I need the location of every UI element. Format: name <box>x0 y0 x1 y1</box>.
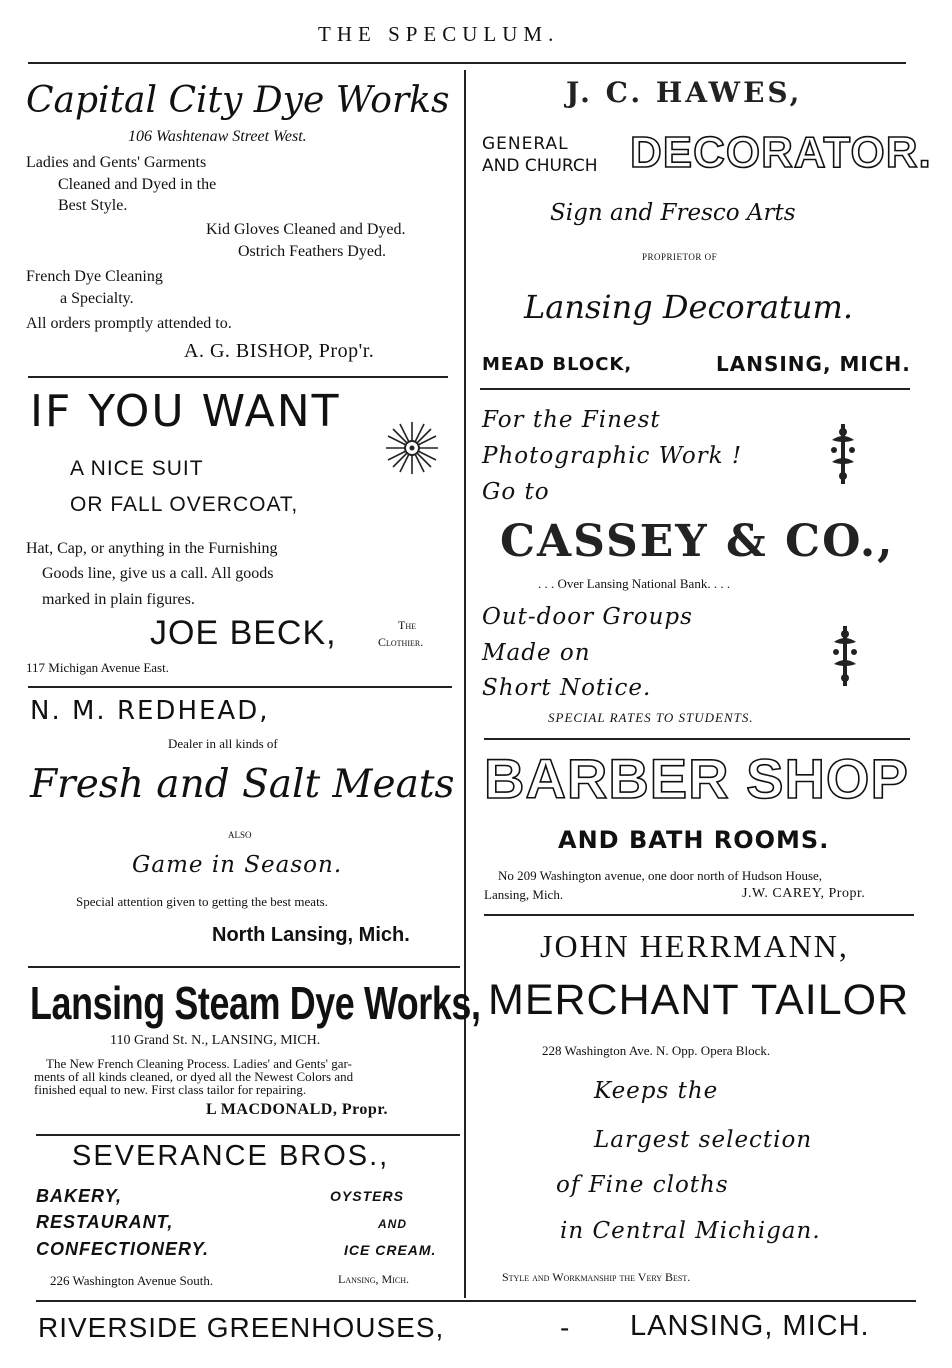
cassey-line-2: Photographic Work ! <box>482 443 743 469</box>
herrmann-title: MERCHANT TAILOR <box>488 976 910 1024</box>
page-title: THE SPECULUM. <box>318 22 560 46</box>
hawes-decoratum: Lansing Decoratum. <box>524 288 853 326</box>
cassey-line-3: Go to <box>482 479 550 505</box>
divider-left-2 <box>28 686 452 688</box>
severance-name: SEVERANCE BROS., <box>72 1140 390 1172</box>
capital-city-line-1: Ladies and Gents' Garments <box>26 154 207 171</box>
severance-city: Lansing, Mich. <box>338 1272 409 1286</box>
hawes-decorator: DECORATOR. <box>630 128 932 177</box>
severance-right-2: AND <box>378 1217 407 1231</box>
redhead-special: Special attention given to getting the best meats. <box>76 894 328 909</box>
divider-left-1 <box>28 376 448 378</box>
steam-dye-body-3: finished equal to new. First class tailor for repairing. <box>34 1082 307 1097</box>
footer-rule <box>36 1300 916 1302</box>
joe-beck-line-2: OR FALL OVERCOAT, <box>70 493 299 516</box>
capital-city-line-3: Best Style. <box>58 197 128 214</box>
severance-left-2: RESTAURANT, <box>36 1212 174 1232</box>
sunburst-ornament <box>384 420 440 476</box>
redhead-dealer: Dealer in all kinds of <box>168 736 278 751</box>
footer-city: LANSING, MICH. <box>630 1310 870 1342</box>
redhead-location: North Lansing, Mich. <box>212 924 410 946</box>
capital-city-line-5: Ostrich Feathers Dyed. <box>238 243 386 260</box>
barber-address: No 209 Washington avenue, one door north of Hudson House, <box>498 868 823 883</box>
barber-sub: AND BATH ROOMS. <box>558 826 830 854</box>
capital-city-line-6: French Dye Cleaning <box>26 268 163 285</box>
joe-beck-body-2: Goods line, give us a call. All goods <box>42 565 274 582</box>
hawes-block: MEAD BLOCK, <box>482 354 633 375</box>
joe-beck-name: JOE BECK, <box>150 614 337 652</box>
herrmann-line-1: Keeps the <box>594 1078 719 1104</box>
hawes-name: J. C. HAWES, <box>566 76 803 109</box>
cassey-line-5: Made on <box>482 640 591 666</box>
divider-left-4 <box>36 1134 460 1136</box>
cassey-rates: SPECIAL RATES TO STUDENTS. <box>548 710 754 725</box>
divider-right-2 <box>484 738 910 740</box>
severance-right-1: OYSTERS <box>330 1188 404 1204</box>
capital-city-line-8: All orders promptly attended to. <box>26 315 232 332</box>
redhead-also: ALSO <box>228 830 252 840</box>
herrmann-style: Style and Workmanship the Very Best. <box>502 1270 691 1284</box>
capital-city-address: 106 Washtenaw Street West. <box>128 128 307 145</box>
cassey-location: . . . Over Lansing National Bank. . . . <box>538 576 731 591</box>
footer-name: RIVERSIDE GREENHOUSES, <box>38 1312 445 1343</box>
steam-dye-name: Lansing Steam Dye Works, <box>30 977 481 1029</box>
hawes-church: AND CHURCH <box>482 156 598 176</box>
capital-city-line-2: Cleaned and Dyed in the <box>58 176 217 193</box>
joe-beck-address: 117 Michigan Avenue East. <box>26 660 169 675</box>
cassey-line-6: Short Notice. <box>482 675 652 701</box>
redhead-headline: Fresh and Salt Meats <box>30 762 455 807</box>
capital-city-proprietor: A. G. BISHOP, Prop'r. <box>184 340 375 362</box>
joe-beck-body-1: Hat, Cap, or anything in the Furnishing <box>26 540 278 557</box>
hawes-proprietor-of: PROPRIETOR OF <box>642 252 718 262</box>
divider-left-3 <box>28 966 460 968</box>
severance-left-1: BAKERY, <box>36 1186 123 1206</box>
redhead-game: Game in Season. <box>132 852 343 878</box>
herrmann-line-2: Largest selection <box>594 1127 813 1153</box>
herrmann-line-3: of Fine cloths <box>556 1172 729 1198</box>
capital-city-dye-works-name: Capital City Dye Works <box>26 80 450 121</box>
cassey-name: CASSEY & CO., <box>500 516 895 567</box>
joe-beck-line-1: A NICE SUIT <box>70 457 204 480</box>
fleuron-ornament <box>828 422 858 486</box>
herrmann-line-4: in Central Michigan. <box>560 1218 821 1244</box>
hawes-city: LANSING, MICH. <box>716 352 911 376</box>
top-rule <box>28 62 906 64</box>
footer-dash: - <box>560 1312 570 1343</box>
joe-beck-headline: IF YOU WANT <box>30 386 341 437</box>
barber-city: Lansing, Mich. <box>484 887 564 902</box>
hawes-arts: Sign and Fresco Arts <box>550 200 796 226</box>
capital-city-line-4: Kid Gloves Cleaned and Dyed. <box>206 221 406 238</box>
barber-headline: BARBER SHOP <box>484 747 909 810</box>
redhead-name: N. M. REDHEAD, <box>30 696 270 726</box>
severance-right-3: ICE CREAM. <box>344 1242 437 1258</box>
barber-proprietor: J.W. CAREY, Propr. <box>742 886 866 901</box>
joe-beck-title-2: Clothier. <box>378 635 424 649</box>
divider-right-1 <box>480 388 910 390</box>
steam-dye-proprietor: L MACDONALD, Propr. <box>206 1101 388 1118</box>
herrmann-name: JOHN HERRMANN, <box>540 928 849 964</box>
severance-left-3: CONFECTIONERY. <box>36 1239 210 1259</box>
cassey-line-1: For the Finest <box>482 407 661 433</box>
cassey-line-4: Out-door Groups <box>482 604 693 630</box>
severance-address: 226 Washington Avenue South. <box>50 1273 214 1288</box>
steam-dye-body-1: The New French Cleaning Process. Ladies' and Gents' gar- <box>46 1056 352 1071</box>
divider-right-3 <box>484 914 914 916</box>
joe-beck-title-1: The <box>398 618 416 632</box>
steam-dye-body-2: ments of all kinds cleaned, or dyed all the Newest Colors and <box>34 1069 354 1084</box>
steam-dye-address: 110 Grand St. N., LANSING, MICH. <box>110 1033 321 1048</box>
joe-beck-body-3: marked in plain figures. <box>42 591 195 608</box>
capital-city-line-7: a Specialty. <box>60 290 134 307</box>
fleuron-ornament <box>830 624 860 688</box>
hawes-general: GENERAL <box>482 134 569 154</box>
center-column-rule <box>464 70 466 1298</box>
herrmann-address: 228 Washington Ave. N. Opp. Opera Block. <box>542 1043 771 1058</box>
